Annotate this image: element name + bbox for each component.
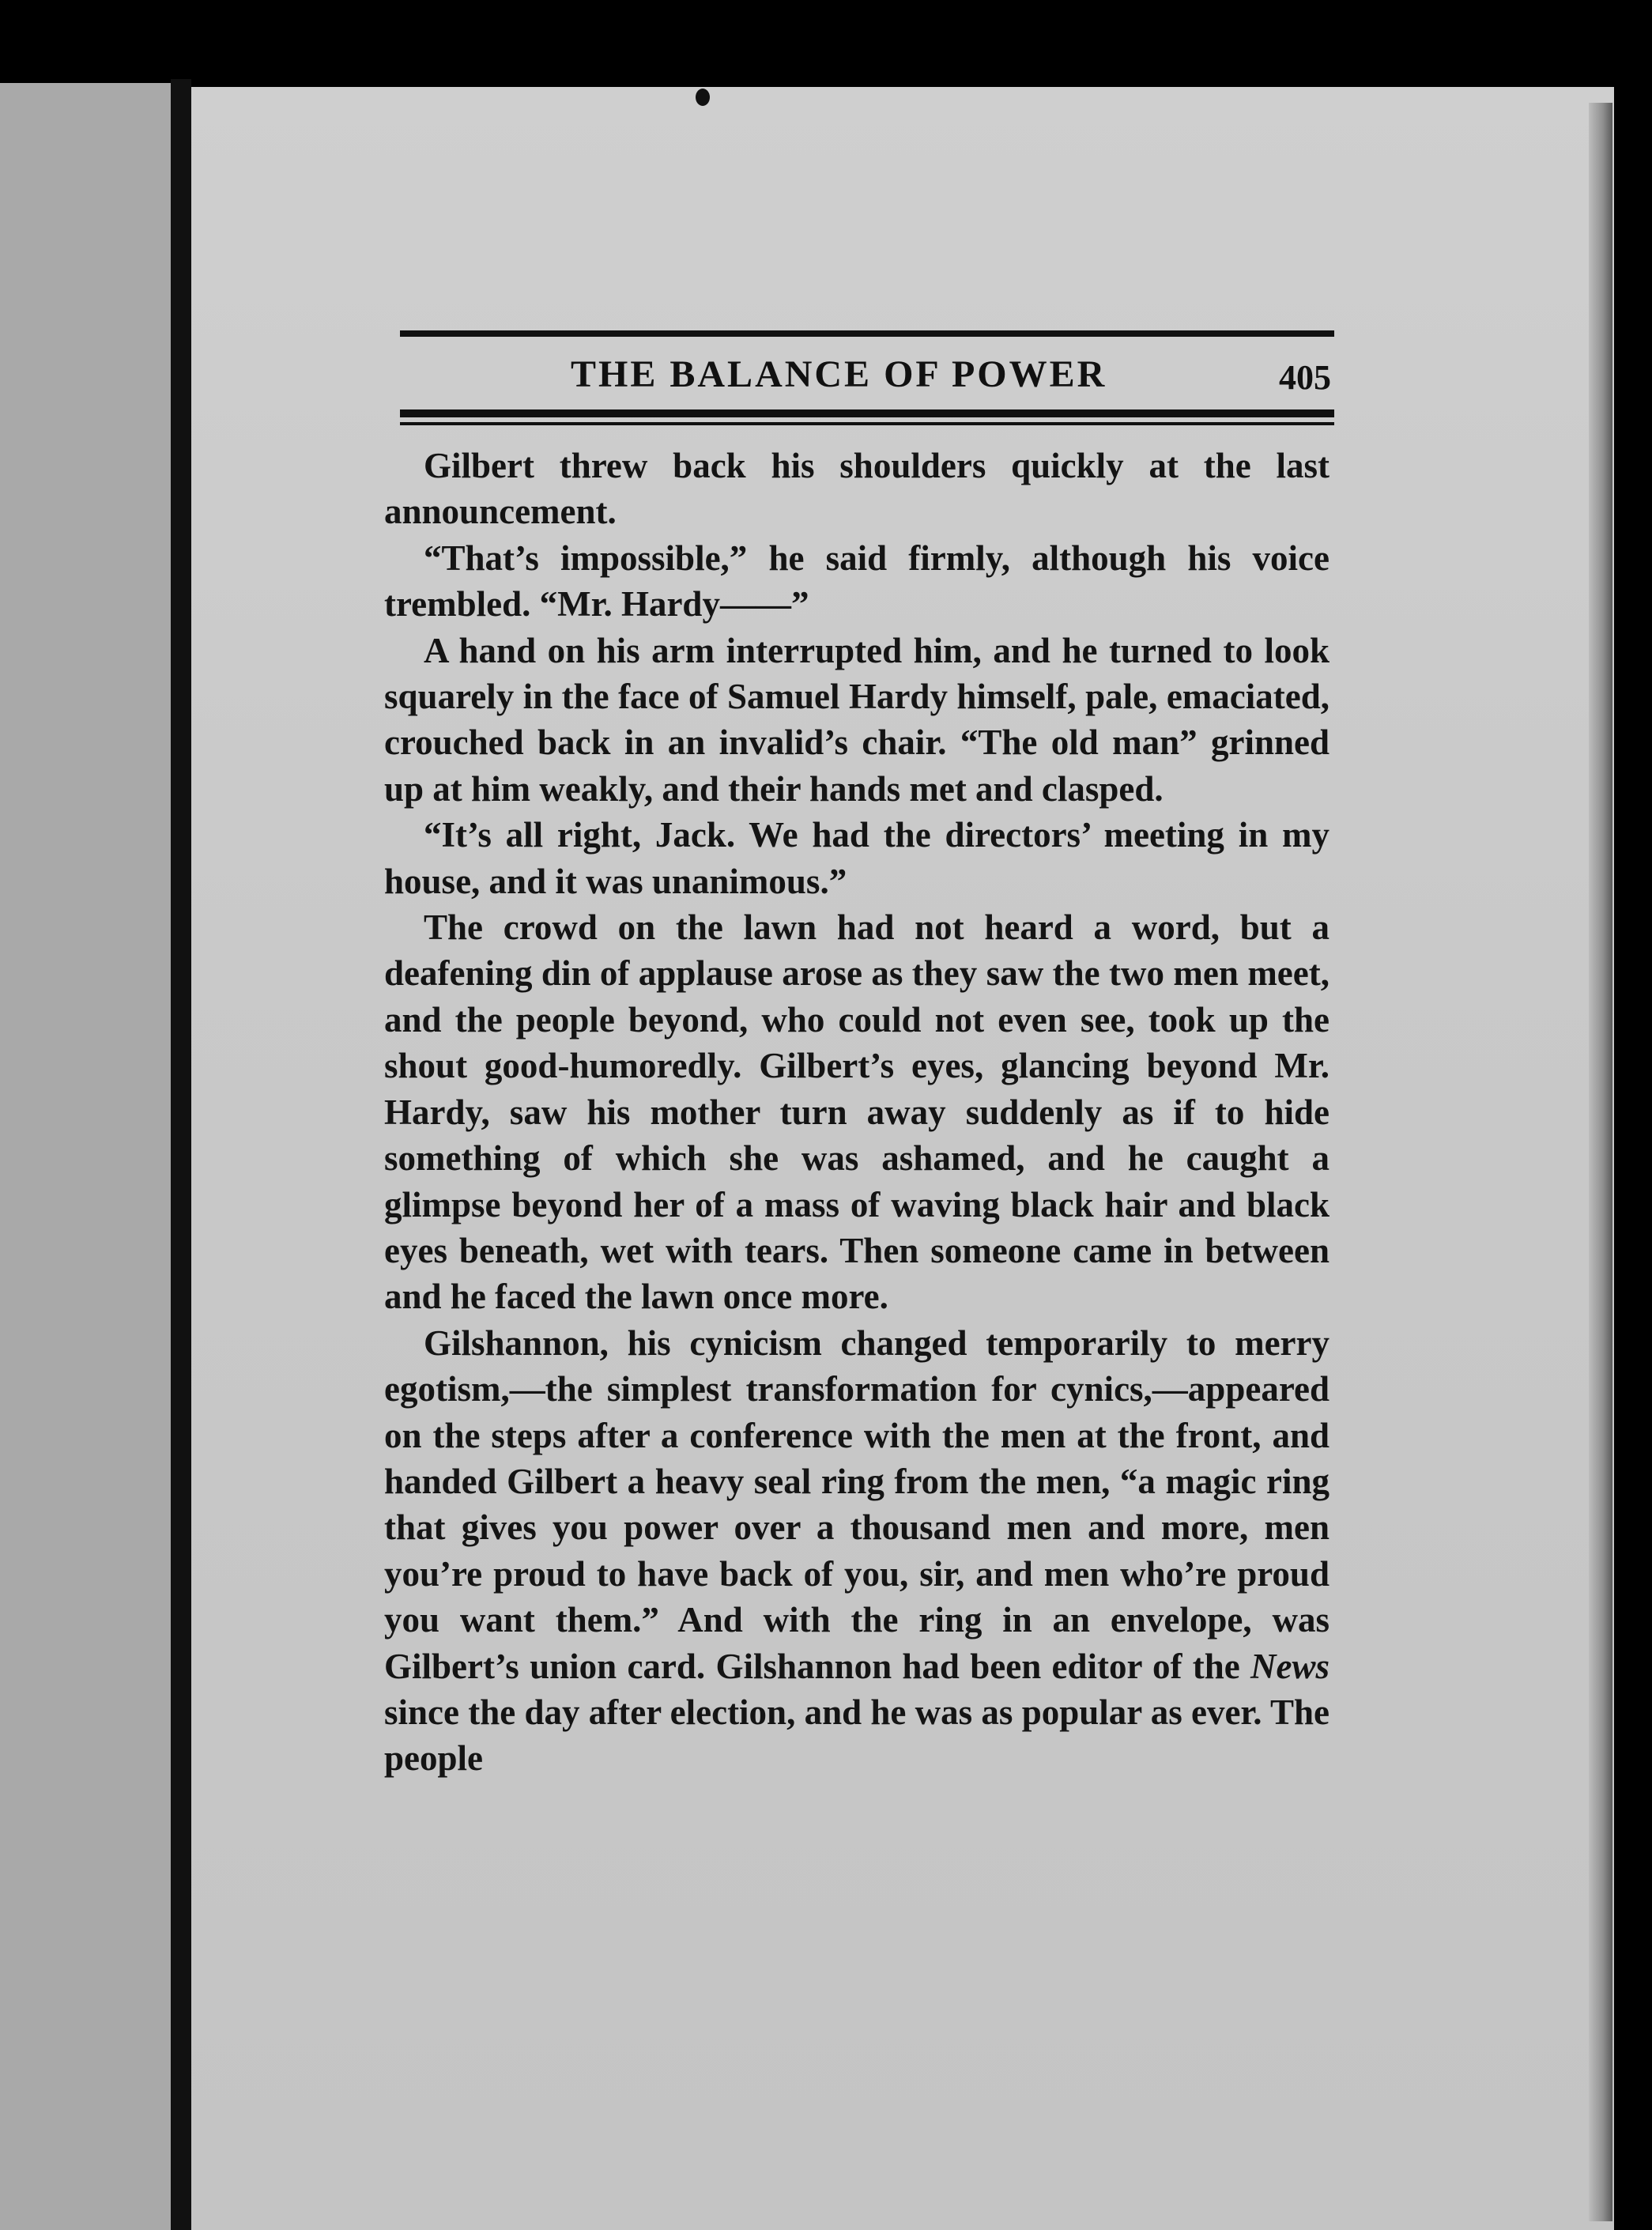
page-right-edge [1589,103,1612,2221]
header-rule-bottom [400,409,1334,417]
running-title: THE BALANCE OF POWER [571,353,1107,395]
body-text [384,443,1330,1782]
running-header [400,330,1334,427]
newspaper-title: News [1250,1646,1330,1686]
paragraph: “It’s all right, Jack. We had the directors’ meeting in my house, and it was unanimous.” [384,815,1330,901]
book-spine [171,79,191,2230]
paragraph: The crowd on the lawn had not heard a word, but a deafening din of applause arose as they saw the two men meet, and the people beyond, who could not even see, took up the shout good-humoredly. Gilbert’s eyes, glancing beyond Mr. Hardy, saw his mother turn away suddenly as if to hide something of which she was ashamed, and he caught a glimpse beyond her of a mass of waving black hair and black eyes beneath, wet with tears. Then someone came in between and he faced the lawn once more. [384,907,1330,1317]
paragraph-text: Gilshannon, his cynicism changed temporarily to merry egotism,—the simplest transformation for cynics,—appeared on the steps after a conference with the men at the front, and handed Gilbert a heavy seal ring from the men, “a magic ring that gives you power over a thousand men and more, men you’re proud to have back of you, sir, and men who’re proud you want them.” And with the ring in an envelope, was Gilbert’s union card. Gilshannon had been editor of the [384,1323,1330,1686]
header-rule-bottom-thin [400,422,1334,425]
left-page-edge [0,83,171,2230]
page-number: 405 [1279,358,1331,397]
header-rule-top [400,330,1334,337]
paragraph: “That’s impossible,” he said firmly, although his voice trembled. “Mr. Hardy——” [384,538,1330,624]
paragraph [384,1320,1330,1782]
paragraph-text: since the day after election, and he was as popular as ever. The people [384,1692,1330,1779]
paragraph: Gilbert threw back his shoulders quickly at the last announcement. [384,446,1330,532]
paragraph: A hand on his arm interrupted him, and he turned to look squarely in the face of Samuel Hardy himself, pale, emaciated, crouched back in an invalid’s chair. “The old man” grinned up at him weakly, and their hands met and clasped. [384,630,1330,809]
binding-mark [696,89,710,106]
